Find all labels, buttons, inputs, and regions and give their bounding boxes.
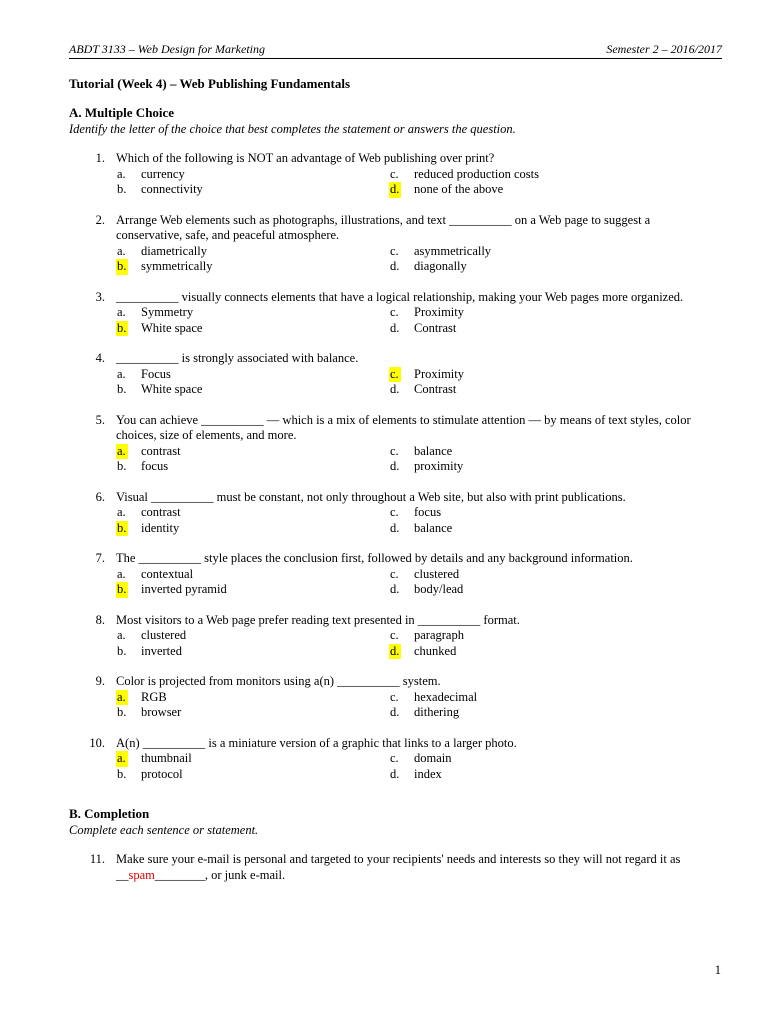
answer-choice [389,705,459,721]
answer-choice [116,321,202,337]
answer-text: clustered [141,628,187,642]
choice-row [116,767,722,783]
question-text: A(n) __________ is a miniature version of a graphic that links to a larger photo. [116,735,517,750]
answer-letter: b. [117,459,127,473]
answer-text: currency [141,166,185,181]
choice-row [116,244,722,260]
question-number: 3. [95,289,105,304]
section-a-instruction: Identify the letter of the choice that best completes the statement or answers the question. [69,122,516,136]
answer-letter-highlighted: b. [117,259,127,273]
multiple-choice-list [69,151,722,782]
question-text [116,852,716,883]
question-item [69,551,722,598]
document-title: Tutorial (Week 4) – Web Publishing Fundamentals [69,76,351,91]
answer-text: focus [414,505,442,519]
answer-choice [389,182,503,198]
choice-row [116,259,722,275]
answer-letter: a. [117,166,126,181]
answer-letter: a. [117,566,126,581]
answer-choice [389,505,441,521]
choice-row [116,751,722,767]
answer-text: Focus [141,366,171,381]
answer-letter: c. [390,243,399,258]
answer-letter: a. [117,243,126,258]
answer-text: balance [414,443,453,458]
question-text-after: ________, or junk e-mail. [154,867,286,882]
question-number: 11. [89,852,105,866]
question-item [69,290,722,337]
answer-text: reduced production costs [414,166,539,181]
completion-list [69,852,722,883]
answer-text: Symmetry [141,305,194,319]
answer-letter: c. [390,443,399,458]
answer-letter: c. [390,166,399,181]
question-number: 10. [89,735,105,750]
answer-letter: c. [390,505,399,519]
filled-answer: spam [128,867,155,882]
choice-row [116,305,722,321]
choice-row [116,444,722,460]
answer-letter: c. [390,566,399,581]
answer-text: hexadecimal [414,689,478,704]
answer-letter: b. [117,382,127,396]
answer-letter-highlighted: a. [116,444,128,460]
choice-row [116,182,722,198]
answer-text: diametrically [141,243,207,258]
answer-letter-highlighted: d. [390,182,400,196]
answer-text: Proximity [414,305,465,319]
question-text: Arrange Web elements such as photographs, illustrations, and text __________ on a Web page to suggest a conservative, safe, and peaceful atmosphere. [116,212,651,242]
answer-text: paragraph [414,628,464,642]
question-text: Color is projected from monitors using a(n) __________ system. [116,674,441,688]
answer-choice [389,259,467,275]
answer-text: Proximity [414,366,465,381]
answer-choice [116,567,193,583]
answer-letter: b. [117,766,127,781]
question-item [69,413,722,475]
answer-text: Contrast [414,382,457,396]
answer-text: none of the above [414,182,504,196]
answer-letter: b. [117,705,127,719]
choice-row [116,567,722,583]
answer-text: protocol [141,766,183,781]
choice-row [116,644,722,660]
choice-row [116,705,722,721]
answer-text: identity [141,520,180,535]
answer-text: proximity [414,459,464,473]
answer-choice [116,628,186,644]
question-number: 4. [95,351,105,365]
answer-letter-highlighted: d. [390,643,400,658]
answer-choice [116,244,207,260]
answer-text: contrast [141,505,181,519]
answer-text: thumbnail [141,751,192,765]
answer-text: symmetrically [141,259,213,273]
answer-letter: d. [390,766,400,781]
answer-choice [116,521,179,537]
question-item [69,213,722,275]
answer-text: White space [141,320,203,335]
answer-text: Contrast [414,320,457,335]
answer-choice [389,690,477,706]
answer-choice [389,305,464,321]
answer-choice [389,244,491,260]
question-text-before: Make sure your e-mail is personal and targeted to your recipients' needs and interests so they will not regard it as __ [116,852,681,882]
choices-group [116,567,722,598]
choice-row [116,505,722,521]
choice-row [116,521,722,537]
choice-row [116,690,722,706]
answer-letter-highlighted: b. [117,582,127,596]
answer-text: dithering [414,705,460,719]
answer-text: inverted pyramid [141,582,227,596]
answer-text: clustered [414,566,460,581]
choice-row [116,367,722,383]
answer-letter: d. [390,259,400,273]
question-number: 2. [95,212,105,227]
choices-group [116,628,722,659]
choice-row [116,628,722,644]
question-item [69,736,722,783]
answer-choice [389,367,464,383]
choice-row [116,459,722,475]
answer-text: balance [414,520,453,535]
answer-letter: b. [117,643,127,658]
answer-letter: b. [117,182,127,196]
answer-text: index [414,766,442,781]
choices-group [116,505,722,536]
question-text: __________ visually connects elements that have a logical relationship, making your Web pages more organized. [116,289,684,304]
answer-text: focus [141,459,169,473]
answer-text: connectivity [141,182,203,196]
choices-group [116,690,722,721]
answer-choice [116,259,213,275]
page-number: 1 [714,963,721,977]
answer-letter: a. [117,366,126,381]
answer-letter: d. [390,382,400,396]
answer-choice [389,767,442,783]
question-number: 6. [95,489,105,504]
answer-text: RGB [141,689,167,704]
answer-choice [116,582,227,598]
answer-letter: d. [390,320,400,335]
answer-text: domain [414,751,452,765]
answer-letter: a. [117,628,126,642]
answer-letter-highlighted: b. [117,520,127,535]
choices-group [116,367,722,398]
answer-choice [116,367,171,383]
answer-letter-highlighted: a. [116,690,128,706]
question-number: 8. [95,612,105,627]
choice-row [116,582,722,598]
page-header [69,42,722,59]
answer-choice [389,751,452,767]
choices-group [116,751,722,782]
question-item [69,151,722,198]
answer-choice [389,382,456,398]
section-a-heading: A. Multiple Choice [69,105,175,120]
answer-choice [116,705,181,721]
answer-text: browser [141,705,182,719]
choice-row [116,167,722,183]
answer-letter-highlighted: a. [116,751,128,767]
question-text: You can achieve __________ — which is a mix of elements to stimulate attention — by means of text styles, color choices, size of elements, and more. [116,412,691,442]
answer-choice [389,567,459,583]
choices-group [116,167,722,198]
answer-letter: c. [390,305,399,319]
answer-choice [389,459,463,475]
answer-choice [116,305,193,321]
answer-choice [389,321,456,337]
answer-choice [389,444,452,460]
answer-letter: d. [390,582,400,596]
answer-letter: d. [390,520,400,535]
header-semester: Semester 2 – 2016/2017 [606,42,722,56]
answer-choice [116,690,167,706]
answer-letter-highlighted: c. [389,367,401,383]
answer-letter: c. [390,689,399,704]
answer-text: contrast [141,443,181,458]
answer-choice [116,505,181,521]
answer-text: body/lead [414,582,464,596]
answer-choice [116,459,168,475]
choices-group [116,444,722,475]
answer-choice [116,167,185,183]
answer-letter: a. [117,305,126,319]
question-number: 9. [95,674,105,688]
question-item [69,613,722,660]
answer-choice [116,751,192,767]
choices-group [116,244,722,275]
question-number: 5. [95,412,105,427]
question-text: __________ is strongly associated with balance. [116,351,359,365]
question-text: Most visitors to a Web page prefer reading text presented in __________ format. [116,612,520,627]
answer-choice [389,582,463,598]
question-number: 7. [95,551,105,565]
answer-choice [389,521,452,537]
answer-text: chunked [414,643,457,658]
choice-row [116,382,722,398]
answer-choice [116,644,182,660]
answer-text: White space [141,382,203,396]
answer-text: inverted [141,643,182,658]
answer-choice [389,167,539,183]
question-text: Visual __________ must be constant, not only throughout a Web site, but also with print publications. [116,489,626,504]
question-item [69,852,722,883]
answer-letter-highlighted: b. [117,320,127,335]
choice-row [116,321,722,337]
answer-choice [116,767,183,783]
question-item [69,490,722,537]
answer-choice [116,182,203,198]
question-item [69,674,722,721]
answer-text: asymmetrically [414,243,492,258]
header-course: ABDT 3133 – Web Design for Marketing [69,42,265,56]
page-content [69,76,722,898]
question-text: The __________ style places the conclusion first, followed by details and any background information. [116,551,633,565]
answer-letter: d. [390,459,400,473]
section-b-heading: B. Completion [69,806,150,821]
question-item [69,351,722,398]
answer-letter: a. [117,505,126,519]
answer-choice [116,382,202,398]
answer-letter: c. [390,628,399,642]
question-number: 1. [95,151,105,165]
question-text: Which of the following is NOT an advantage of Web publishing over print? [116,151,495,165]
answer-letter: c. [390,751,399,765]
answer-choice [389,628,464,644]
answer-text: contextual [141,566,194,581]
answer-text: diagonally [414,259,467,273]
choices-group [116,305,722,336]
section-b-instruction: Complete each sentence or statement. [69,823,259,837]
answer-choice [116,444,181,460]
answer-letter: d. [390,705,400,719]
answer-choice [389,644,456,660]
